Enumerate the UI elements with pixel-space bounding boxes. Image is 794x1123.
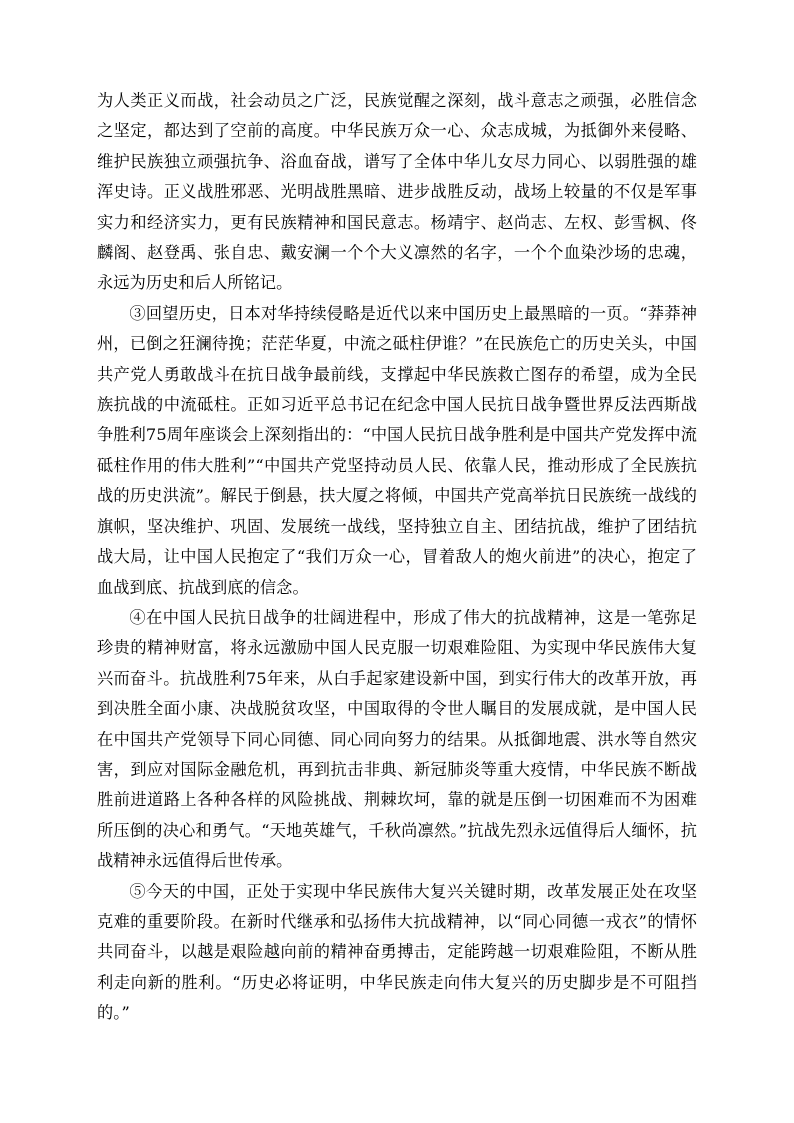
paragraph-continued: 为人类正义而战，社会动员之广泛，民族觉醒之深刻，战斗意志之顽强，必胜信念之坚定，都达到了空前的高度。中华民族万众一心、众志成城，为抵御外来侵略、维护民族独立顽强抗争、浴血奋战，谱写了全体中华儿女尽力同心、以弱胜强的雄浑史诗。正义战胜邪恶、光明战胜黑暗、进步战胜反动，战场上较量的不仅是军事实力和经济实力，更有民族精神和国民意志。杨靖宇、赵尚志、左权、彭雪枫、佟麟阁、赵登禹、张自忠、戴安澜一个个大义凛然的名字，一个个血染沙场的忠魂，永远为历史和后人所铭记。: [97, 91, 697, 293]
paragraph-3: ③回望历史，日本对华持续侵略是近代以来中国历史上最黑暗的一页。“莽莽神州，已倒之狂澜待挽；茫茫华夏，中流之砥柱伊谁？”在民族危亡的历史关头，中国共产党人勇敢战斗在抗日战争最前线，支撑起中华民族救亡图存的希望，成为全民族抗战的中流砥柱。正如习近平总书记在纪念中国人民抗日战争暨世界反法西斯战争胜利75周年座谈会上深刻指出的：“中国人民抗日战争胜利是中国共产党发挥中流砥柱作用的伟大胜利”“中国共产党坚持动员人民、依靠人民，推动形成了全民族抗战的历史洪流”。解民于倒悬，扶大厦之将倾，中国共产党高举抗日民族统一战线的旗帜，坚决维护、巩固、发展统一战线，坚持独立自主、团结抗战，维护了团结抗战大局，让中国人民抱定了“我们万众一心，冒着敌人的炮火前进”的决心，抱定了血战到底、抗战到底的信念。: [97, 303, 697, 597]
paragraph-5: ⑤今天的中国，正处于实现中华民族伟大复兴关键时期，改革发展正处在攻坚克难的重要阶段。在新时代继承和弘扬伟大抗战精神，以“同心同德一戎衣”的情怀共同奋斗，以越是艰险越向前的精神奋勇搏击，定能跨越一切艰难险阻，不断从胜利走向新的胜利。“历史必将证明，中华民族走向伟大复兴的历史脚步是不可阻挡的。”: [97, 881, 697, 1023]
article-body: [97, 86, 697, 1029]
paragraph-4: ④在中国人民抗日战争的壮阔进程中，形成了伟大的抗战精神，这是一笔弥足珍贵的精神财富，将永远激励中国人民克服一切艰难险阻、为实现中华民族伟大复兴而奋斗。抗战胜利75年来，从白手起家建设新中国，到实行伟大的改革开放，再到决胜全面小康、决战脱贫攻坚，中国取得的令世人瞩目的发展成就，是中国人民在中国共产党领导下同心同德、同心同向努力的结果。从抵御地震、洪水等自然灾害，到应对国际金融危机，再到抗击非典、新冠肺炎等重大疫情，中华民族不断战胜前进道路上各种各样的风险挑战、荆棘坎坷，靠的就是压倒一切困难而不为困难所压倒的决心和勇气。“天地英雄气，千秋尚凛然。”抗战先烈永远值得后人缅怀，抗战精神永远值得后世传承。: [97, 607, 697, 871]
